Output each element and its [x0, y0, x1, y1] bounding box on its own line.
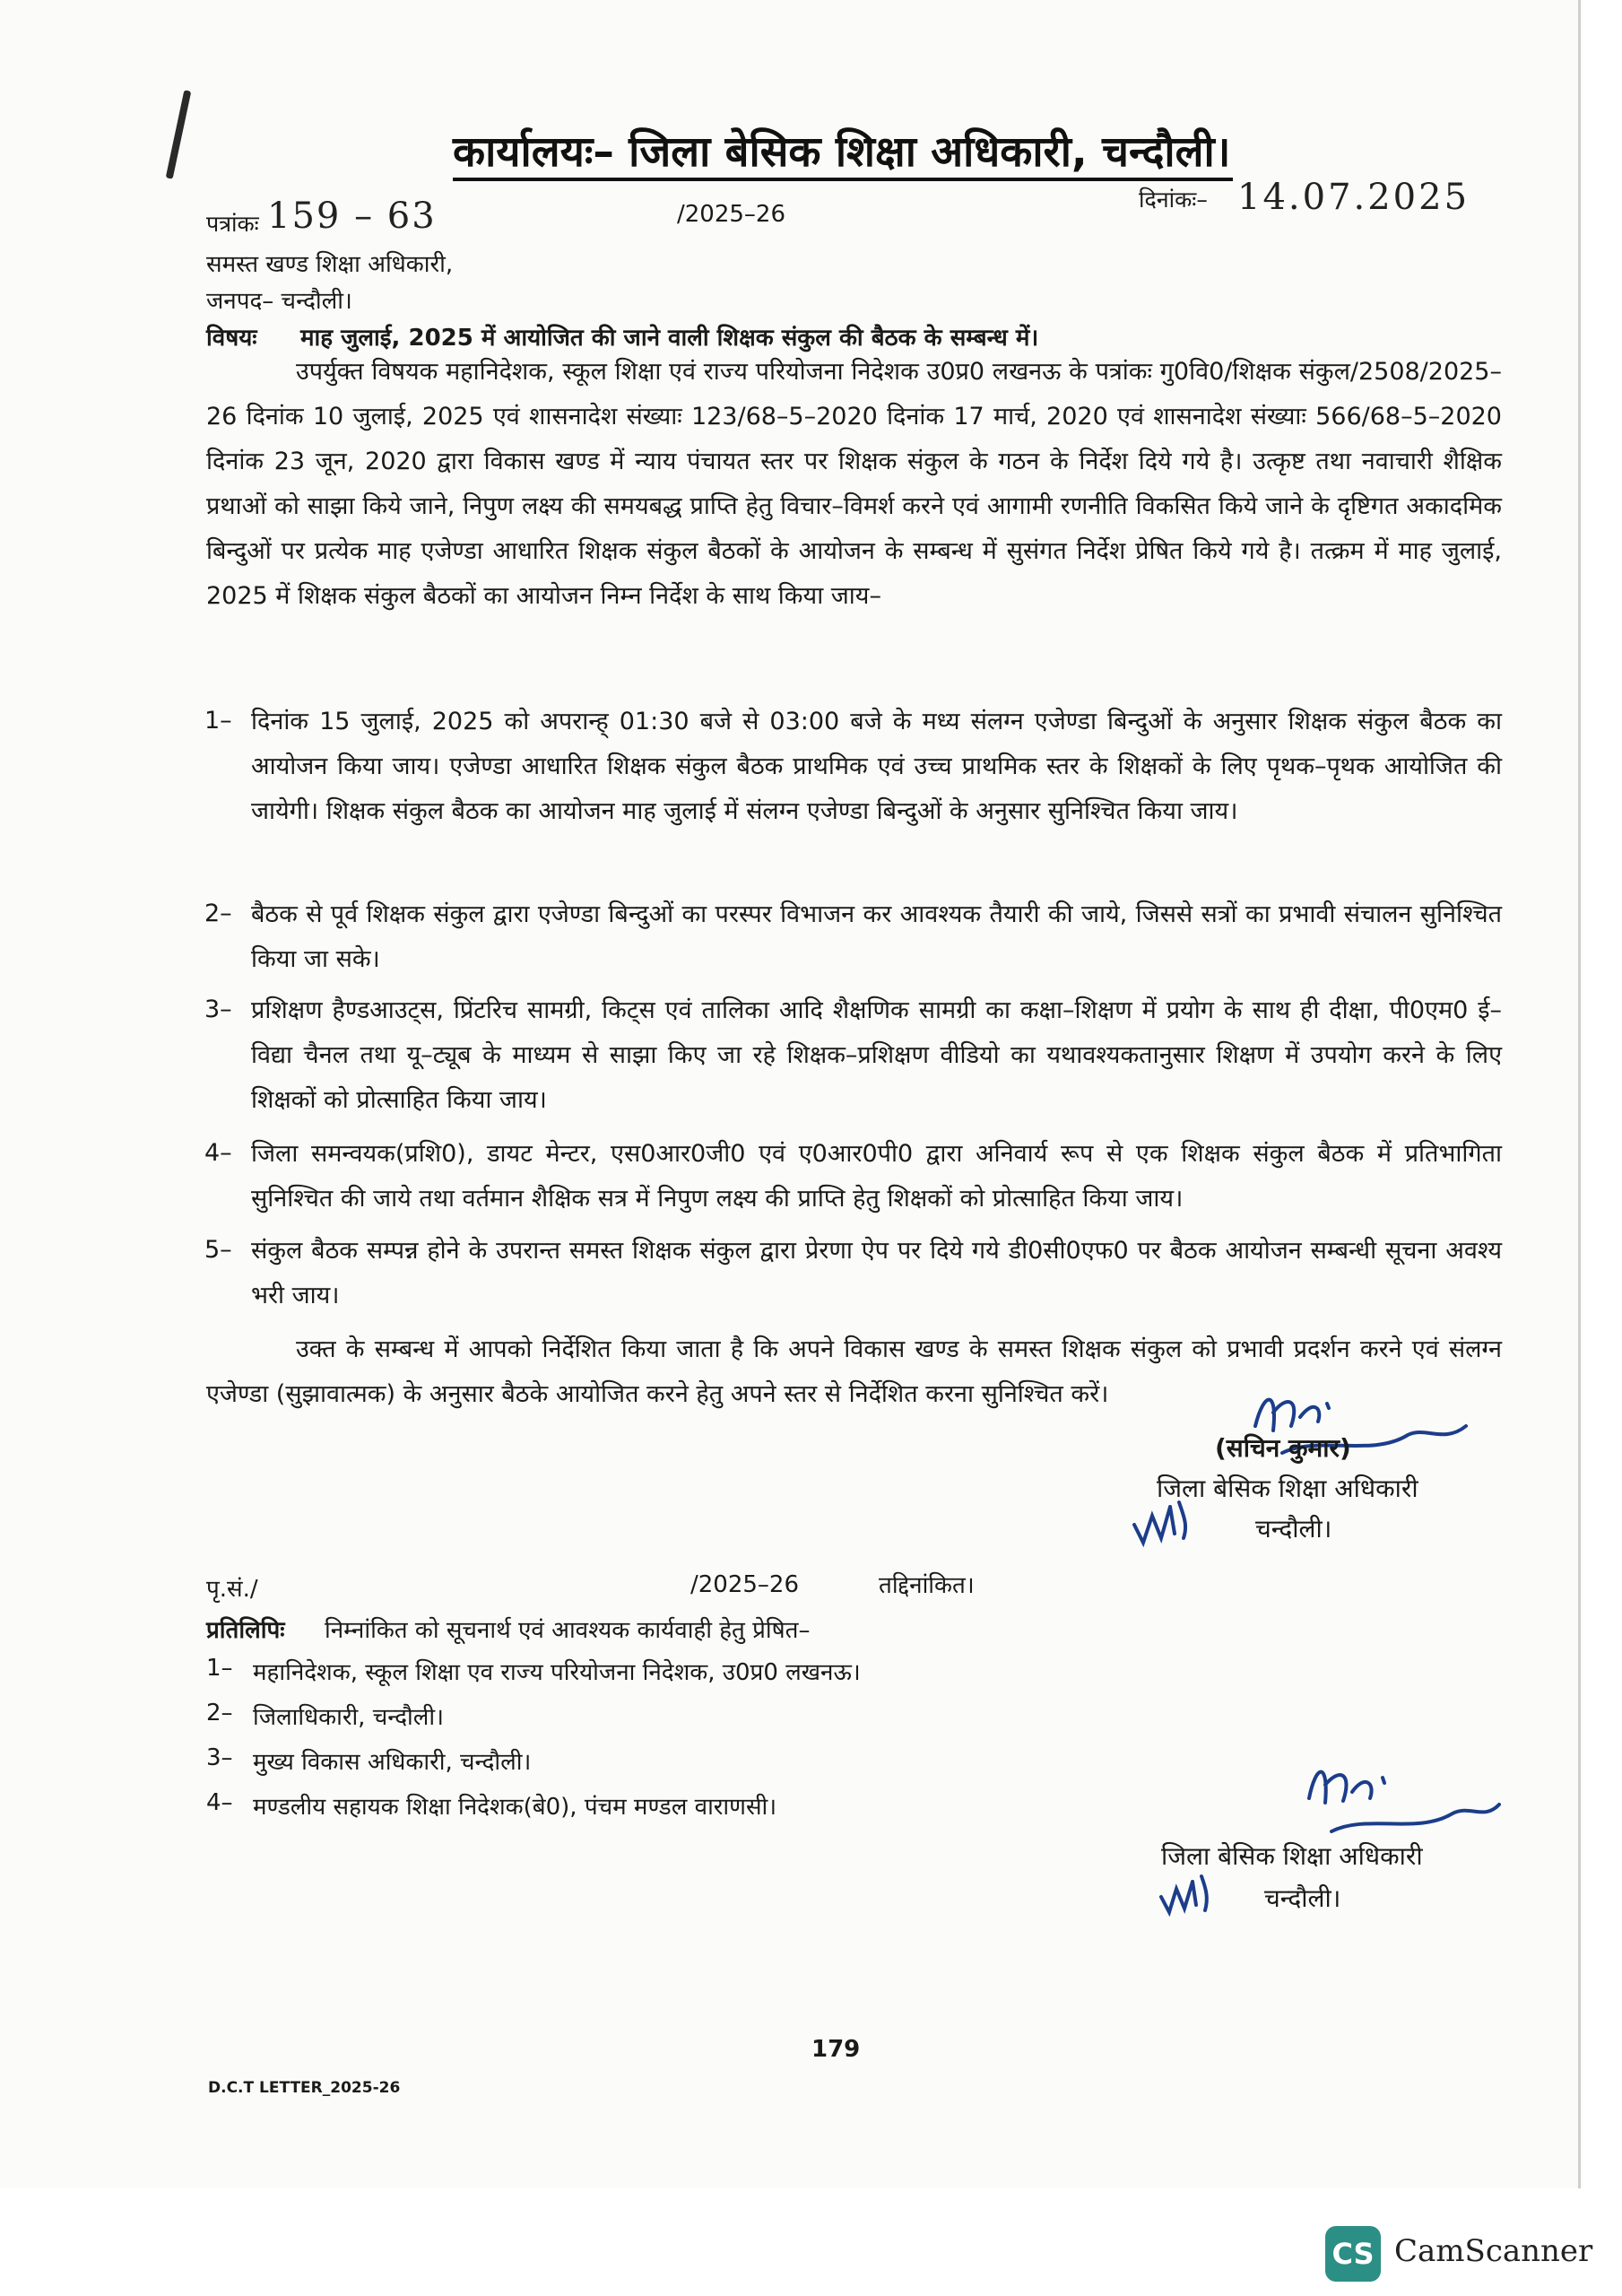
page-number: 179 [811, 2036, 861, 2063]
camscanner-logo-icon: CS [1325, 2226, 1381, 2282]
signature-scribble [1300, 1749, 1506, 1848]
subject-label: विषयः [206, 325, 257, 352]
instruction-item: दिनांक 15 जुलाई, 2025 को अपरान्ह् 01:30 बजे से 03:00 बजे के मध्य संलग्न एजेण्डा बिन्दुओं के अनुसार शिक्षक संकुल बैठक का आयोजन किया जाय। एजेण्डा आधारित शिक्षक संकुल बैठक प्राथमिक एवं उच्च प्राथमिक स्तर के शिक्षकों के लिए पृथक–पृथक आयोजित की जायेगी। शिक्षक संकुल बैठक का आयोजन माह जुलाई में संलग्न एजेण्डा बिन्दुओं के अनुसार सुनिश्चित किया जाय। [251, 708, 1502, 825]
initials-mark [1157, 1866, 1219, 1919]
signatory-place: चन्दौली। [1255, 1514, 1332, 1544]
instruction-item: प्रशिक्षण हैण्डआउट्स, प्रिंटरिच सामग्री, किट्स एवं तालिका आदि शैक्षणिक सामग्री का कक्षा–शिक्षण में प्रयोग के साथ ही दीक्षा, पी0एम0 ई–विद्या चैनल तथा यू–ट्यूब के माध्यम से साझा किए जा रहे शिक्षक–प्रशिक्षण वीडियो का यथावश्यकतानुसार शिक्षण में उपयोग करने के लिए शिक्षकों को प्रोत्साहित किया जाय। [251, 996, 1502, 1114]
signatory-name: (सचिन कुमार) [1215, 1433, 1351, 1463]
endorsement-label: पृ.सं./ [206, 1576, 258, 1603]
item-number: 3– [204, 996, 232, 1023]
copy-recipient: जिलाधिकारी, चन्दौली। [253, 1704, 445, 1731]
item-number: 1– [204, 707, 232, 735]
copy-text: निम्नांकित को सूचनार्थ एवं आवश्यक कार्यवाही हेतु प्रेषित– [325, 1617, 811, 1644]
endorsement-year: /2025–26 [690, 1571, 800, 1598]
letter-number-label: पत्रांकः [206, 211, 259, 237]
subject-text: माह जुलाई, 2025 में आयोजित की जाने वाली शिक्षक संकुल की बैठक के सम्बन्ध में। [300, 325, 1039, 352]
copy-recipient: मुख्य विकास अधिकारी, चन्दौली। [253, 1749, 532, 1776]
endorsement-designation: जिला बेसिक शिक्षा अधिकारी [1161, 1841, 1423, 1871]
pen-stroke-mark [166, 90, 192, 178]
signatory-designation: जिला बेसिक शिक्षा अधिकारी [1157, 1474, 1418, 1503]
initials-mark [1130, 1489, 1201, 1552]
item-number: 2– [204, 900, 232, 927]
item-number: 4– [204, 1139, 232, 1167]
instruction-item: संकुल बैठक सम्पन्न होने के उपरान्त समस्त शिक्षक संकुल द्वारा प्रेरणा ऐप पर दिये गये डी0सी0एफ0 पर बैठक आयोजन सम्बन्धी सूचना अवश्य भरी जाय। [251, 1237, 1502, 1309]
copy-recipient: महानिदेशक, स्कूल शिक्षा एव राज्य परियोजना निदेशक, उ0प्र0 लखनऊ। [253, 1659, 861, 1686]
office-heading: कार्यालयः– जिला बेसिक शिक्षा अधिकारी, चन्दौली। [453, 127, 1231, 177]
date-handwritten: 14.07.2025 [1237, 177, 1470, 218]
date-label: दिनांकः– [1139, 187, 1208, 213]
copy-recipient-number: 3– [206, 1744, 233, 1771]
copy-recipient-number: 1– [206, 1655, 233, 1682]
copy-recipient: मण्डलीय सहायक शिक्षा निदेशक(बे0), पंचम मण्डल वाराणसी। [253, 1794, 777, 1821]
letter-number-handwritten: 159 – 63 [267, 196, 437, 237]
closing-paragraph: उक्त के सम्बन्ध में आपको निर्देशित किया जाता है कि अपने विकास खण्ड के समस्त शिक्षक संकुल को प्रभावी प्रदर्शन करने एवं संलग्न एजेण्डा (सुझावात्मक) के अनुसार बैठके आयोजित करने हेतु अपने स्तर से निर्देशित करना सुनिश्चित करें। [206, 1335, 1502, 1408]
endorsement-place: चन्दौली। [1264, 1883, 1341, 1913]
instruction-item: जिला समन्वयक(प्रशि0), डायट मेन्टर, एस0आर0जी0 एवं ए0आर0पी0 द्वारा अनिवार्य रूप से एक शिक्षक संकुल बैठक में प्रतिभागिता सुनिश्चित की जाये तथा वर्तमान शैक्षिक सत्र में निपुण लक्ष्य की प्राप्ति हेतु शिक्षकों को प्रोत्साहित किया जाय। [251, 1140, 1502, 1213]
heading-underline [453, 178, 1233, 181]
letter-number-year: /2025–26 [677, 201, 786, 228]
footer-code: D.C.T LETTER_2025-26 [208, 2079, 401, 2097]
copy-recipient-number: 4– [206, 1789, 233, 1816]
item-number: 5– [204, 1236, 232, 1264]
copy-label: प्रतिलिपिः [206, 1617, 285, 1644]
copy-recipient-number: 2– [206, 1700, 233, 1726]
body-paragraph: उपर्युक्त विषयक महानिदेशक, स्कूल शिक्षा एवं राज्य परियोजना निदेशक उ0प्र0 लखनऊ के पत्रांकः गु0वि0/शिक्षक संकुल/2508/2025–26 दिनांक 10 जुलाई, 2025 एवं शासनादेश संख्याः 123/68–5–2020 दिनांक 17 मार्च, 2020 एवं शासनादेश संख्याः 566/68–5–2020 दिनांक 23 जून, 2020 द्वारा विकास खण्ड में न्याय पंचायत स्तर पर शिक्षक संकुल के गठन के निर्देश दिये गये है। उत्कृष्ट तथा नवाचारी शैक्षिक प्रथाओं को साझा किये जाने, निपुण लक्ष्य की समयबद्ध प्राप्ति हेतु विचार–विमर्श करने एवं आगामी रणनीति विकसित किये जाने के दृष्टिगत अकादमिक बिन्दुओं पर प्रत्येक माह एजेण्डा आधारित शिक्षक संकुल बैठकों के आयोजन के सम्बन्ध में सुसंगत निर्देश प्रेषित किये गये है। तत्क्रम में माह जुलाई, 2025 में शिक्षक संकुल बैठकों का आयोजन निम्न निर्देश के साथ किया जाय– [206, 358, 1502, 610]
instruction-item: बैठक से पूर्व शिक्षक संकुल द्वारा एजेण्डा बिन्दुओं का परस्पर विभाजन कर आवश्यक तैयारी की जाये, जिससे सत्रों का प्रभावी संचालन सुनिश्चित किया जा सके। [251, 900, 1502, 973]
recipient-district: जनपद– चन्दौली। [206, 288, 352, 315]
endorsement-dated: तद्दिनांकित। [879, 1572, 975, 1599]
page-edge [1578, 0, 1581, 2188]
recipient-line: समस्त खण्ड शिक्षा अधिकारी, [206, 251, 454, 278]
camscanner-brand: CamScanner [1394, 2233, 1593, 2269]
